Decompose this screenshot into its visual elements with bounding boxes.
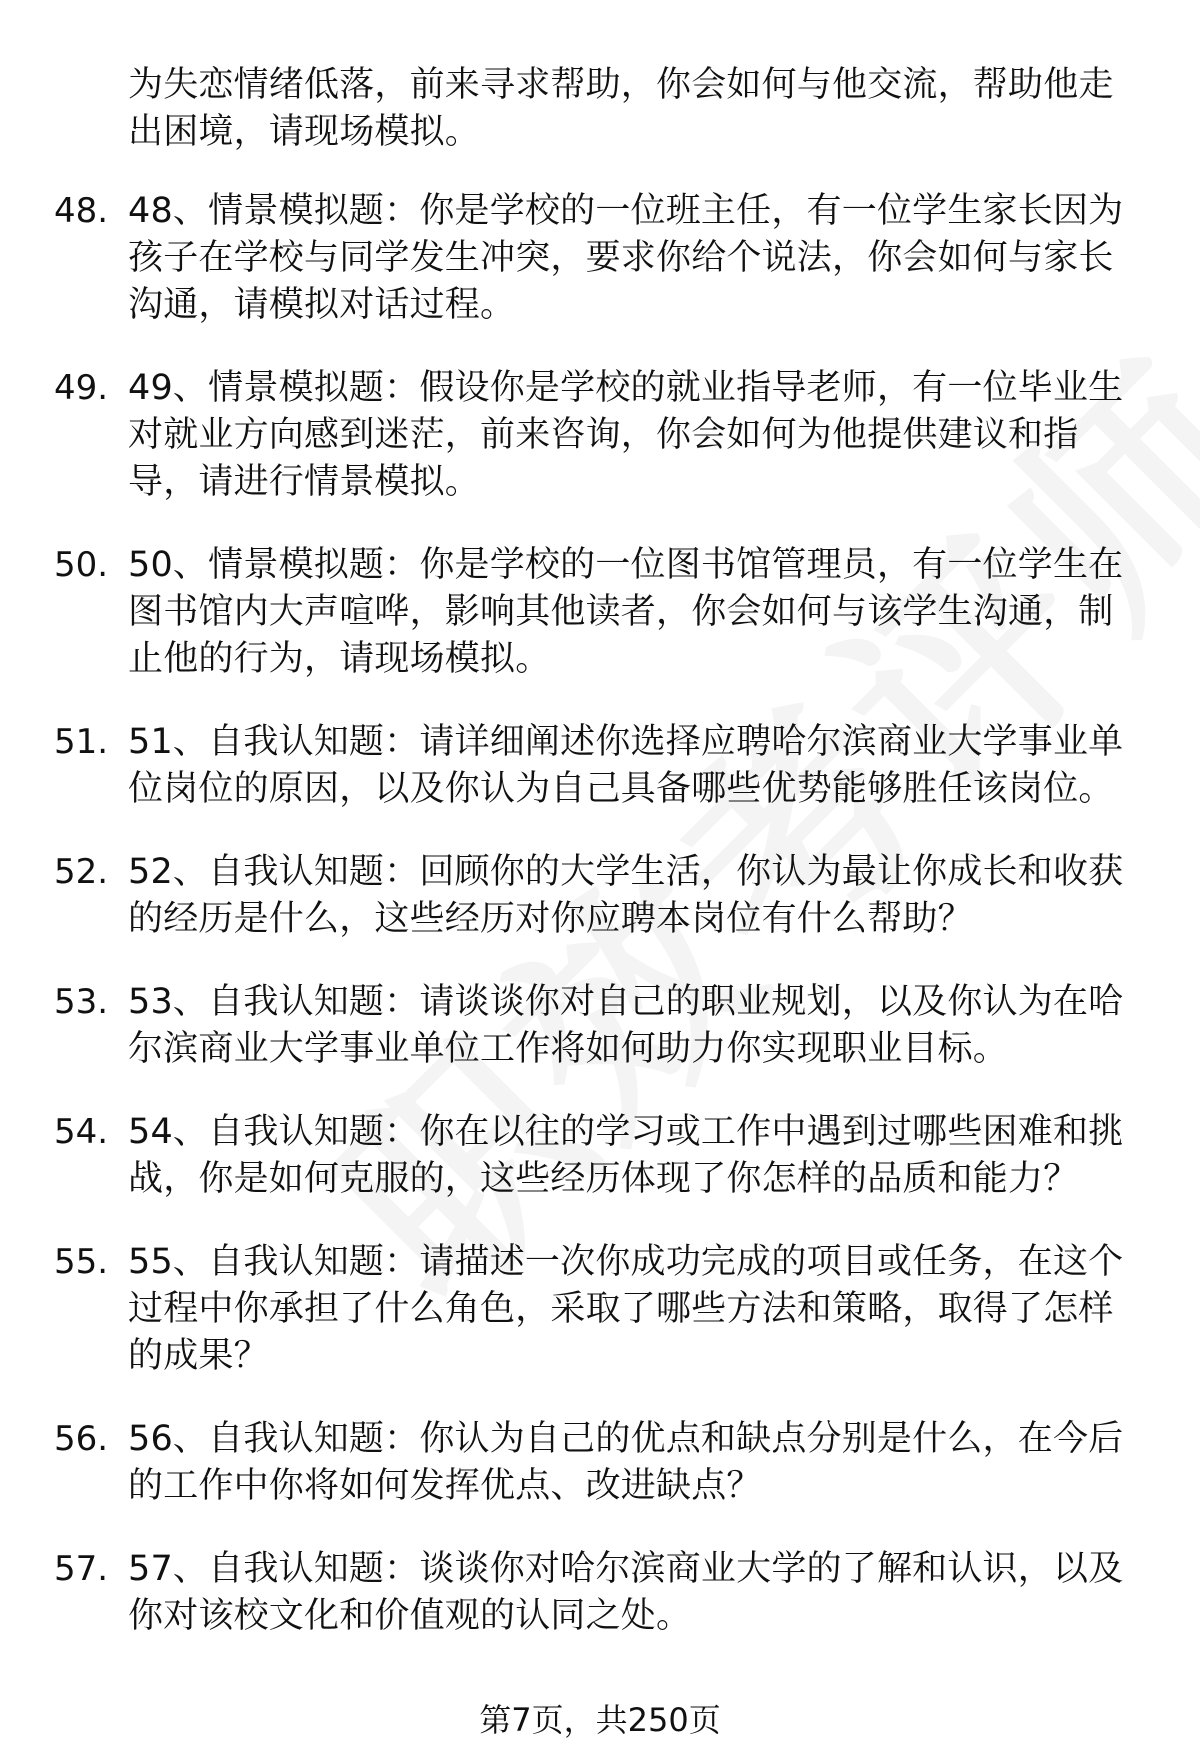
continued-question-text: 为失恋情绪低落，前来寻求帮助，你会如何与他交流，帮助他走出困境，请现场模拟。 [128, 65, 1114, 152]
question-number: 49. [54, 368, 109, 408]
page-footer: 第7页，共250页 [479, 1701, 721, 1739]
question-list [0, 188, 1200, 1676]
question-number: 52. [54, 852, 109, 892]
question-item [0, 1416, 1200, 1510]
question-item [0, 1546, 1200, 1640]
question-text: 51、自我认知题：请详细阐述你选择应聘哈尔滨商业大学事业单位岗位的原因，以及你认为自己具备哪些优势能够胜任该岗位。 [128, 722, 1124, 809]
question-text: 54、自我认知题：你在以往的学习或工作中遇到过哪些困难和挑战，你是如何克服的，这些经历体现了你怎样的品质和能力？ [128, 1112, 1124, 1199]
question-text: 53、自我认知题：请谈谈你对自己的职业规划，以及你认为在哈尔滨商业大学事业单位工作将如何助力你实现职业目标。 [128, 982, 1124, 1069]
question-item [0, 365, 1200, 506]
question-text: 57、自我认知题：谈谈你对哈尔滨商业大学的了解和认识，以及你对该校文化和价值观的认同之处。 [128, 1549, 1124, 1636]
question-item [0, 849, 1200, 943]
question-number: 53. [54, 982, 109, 1022]
question-number: 55. [54, 1242, 109, 1282]
question-number: 50. [54, 545, 109, 585]
question-item [0, 1239, 1200, 1380]
question-number: 54. [54, 1112, 109, 1152]
question-text: 50、情景模拟题：你是学校的一位图书馆管理员，有一位学生在图书馆内大声喧哗，影响其他读者，你会如何与该学生沟通，制止他的行为，请现场模拟。 [128, 545, 1124, 679]
question-item [0, 979, 1200, 1073]
question-text: 56、自我认知题：你认为自己的优点和缺点分别是什么，在今后的工作中你将如何发挥优点、改进缺点？ [128, 1419, 1124, 1506]
question-text: 55、自我认知题：请描述一次你成功完成的项目或任务，在这个过程中你承担了什么角色，采取了哪些方法和策略，取得了怎样的成果？ [128, 1242, 1124, 1376]
question-number: 56. [54, 1419, 109, 1459]
question-text: 52、自我认知题：回顾你的大学生活，你认为最让你成长和收获的经历是什么，这些经历对你应聘本岗位有什么帮助？ [128, 852, 1124, 939]
question-number: 51. [54, 722, 109, 762]
question-item [0, 1109, 1200, 1203]
question-text: 49、情景模拟题：假设你是学校的就业指导老师，有一位毕业生对就业方向感到迷茫，前来咨询，你会如何为他提供建议和指导，请进行情景模拟。 [128, 368, 1124, 502]
question-item [0, 542, 1200, 683]
question-item [0, 719, 1200, 813]
question-number: 48. [54, 191, 109, 231]
question-item [0, 188, 1200, 329]
question-text: 48、情景模拟题：你是学校的一位班主任，有一位学生家长因为孩子在学校与同学发生冲突，要求你给个说法，你会如何与家长沟通，请模拟对话过程。 [128, 191, 1124, 325]
question-number: 57. [54, 1549, 109, 1589]
